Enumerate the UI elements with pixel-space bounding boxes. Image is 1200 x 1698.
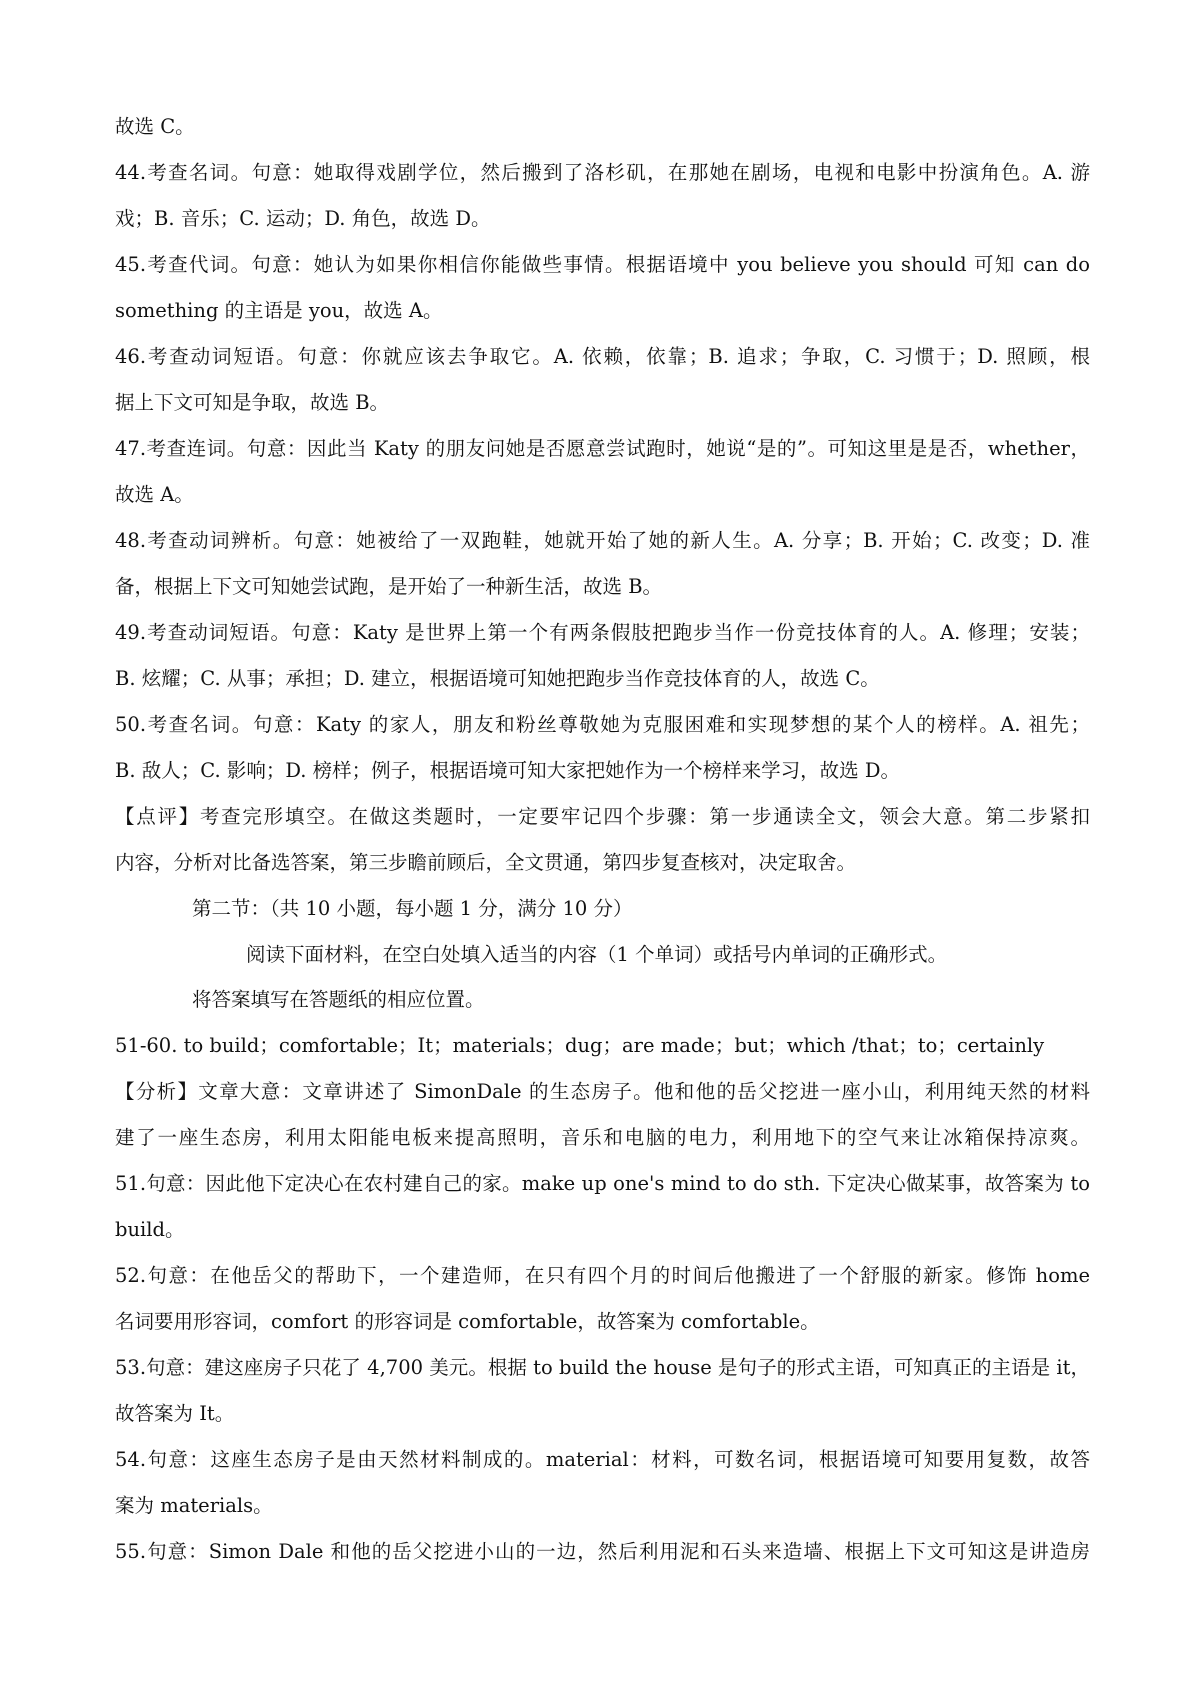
text-line: 54.句意：这座生态房子是由天然材料制成的。material：材料，可数名词，根据语境可知要用复数，故答 <box>115 1448 1090 1471</box>
text-line: 45.考查代词。句意：她认为如果你相信你能做些事情。根据语境中 you believe you should 可知 can do <box>115 253 1090 276</box>
text-line: 据上下文可知是争取，故选 B。 <box>115 391 390 414</box>
text-line: 44.考查名词。句意：她取得戏剧学位，然后搬到了洛杉矶，在那她在剧场，电视和电影中扮演角色。A. 游 <box>115 161 1090 184</box>
text-line: 50.考查名词。句意：Katy 的家人，朋友和粉丝尊敬她为克服困难和实现梦想的某个人的榜样。A. 祖先； <box>115 713 1090 736</box>
text-line: 48.考查动词辨析。句意：她被给了一双跑鞋，她就开始了她的新人生。A. 分享；B. 开始；C. 改变；D. 准 <box>115 529 1090 552</box>
text-line: 53.句意：建这座房子只花了 4,700 美元。根据 to build the house 是句子的形式主语，可知真正的主语是 it， <box>115 1356 1090 1379</box>
text-line: 52.句意：在他岳父的帮助下，一个建造师，在只有四个月的时间后他搬进了一个舒服的新家。修饰 home <box>115 1264 1090 1287</box>
text-line: 戏；B. 音乐；C. 运动；D. 角色，故选 D。 <box>115 207 491 230</box>
text-line: 备，根据上下文可知她尝试跑，是开始了一种新生活，故选 B。 <box>115 575 663 598</box>
instruction-line: 阅读下面材料，在空白处填入适当的内容（1 个单词）或括号内单词的正确形式。 <box>246 943 948 966</box>
text-line: 46.考查动词短语。句意：你就应该去争取它。A. 依赖，依靠；B. 追求；争取，C. 习惯于；D. 照顾，根 <box>115 345 1090 368</box>
text-line: 故选 A。 <box>115 483 194 506</box>
text-line: 【点评】考查完形填空。在做这类题时，一定要牢记四个步骤：第一步通读全文，领会大意。第二步紧扣 <box>115 805 1090 828</box>
text-line: 49.考查动词短语。句意：Katy 是世界上第一个有两条假肢把跑步当作一份竞技体育的人。A. 修理；安装； <box>115 621 1090 644</box>
text-line: 51.句意：因此他下定决心在农村建自己的家。make up one's mind to do sth. 下定决心做某事，故答案为 to <box>115 1172 1090 1195</box>
text-line: B. 炫耀；C. 从事；承担；D. 建立，根据语境可知她把跑步当作竞技体育的人，故选 C。 <box>115 667 880 690</box>
text-line: something 的主语是 you，故选 A。 <box>115 299 443 322</box>
text-line: 55.句意：Simon Dale 和他的岳父挖进小山的一边，然后利用泥和石头来造墙、根据上下文可知这是讲造房 <box>115 1540 1090 1563</box>
text-line: 建了一座生态房，利用太阳能电板来提高照明，音乐和电脑的电力，利用地下的空气来让冰箱保持凉爽。 <box>115 1126 1090 1149</box>
text-line: 内容，分析对比备选答案，第三步瞻前顾后，全文贯通，第四步复查核对，决定取舍。 <box>115 851 857 874</box>
text-line: 案为 materials。 <box>115 1494 273 1517</box>
text-line: 名词要用形容词，comfort 的形容词是 comfortable，故答案为 comfortable。 <box>115 1310 820 1333</box>
section-heading: 第二节：（共 10 小题，每小题 1 分，满分 10 分） <box>192 897 633 920</box>
text-line: 故答案为 It。 <box>115 1402 235 1425</box>
text-line: 47.考查连词。句意：因此当 Katy 的朋友问她是否愿意尝试跑时，她说“是的”。可知这里是是否，whether， <box>115 437 1090 460</box>
text-line: 故选 C。 <box>115 115 195 138</box>
text-line: B. 敌人；C. 影响；D. 榜样；例子，根据语境可知大家把她作为一个榜样来学习，故选 D。 <box>115 759 901 782</box>
text-line: 【分析】文章大意：文章讲述了 SimonDale 的生态房子。他和他的岳父挖进一座小山，利用纯天然的材料 <box>115 1080 1090 1103</box>
text-line: build。 <box>115 1218 185 1241</box>
instruction-line: 将答案填写在答题纸的相应位置。 <box>192 988 485 1011</box>
answer-key-line: 51-60. to build；comfortable；It；materials；dug；are made；but；which /that；to；certainly <box>115 1034 1045 1057</box>
